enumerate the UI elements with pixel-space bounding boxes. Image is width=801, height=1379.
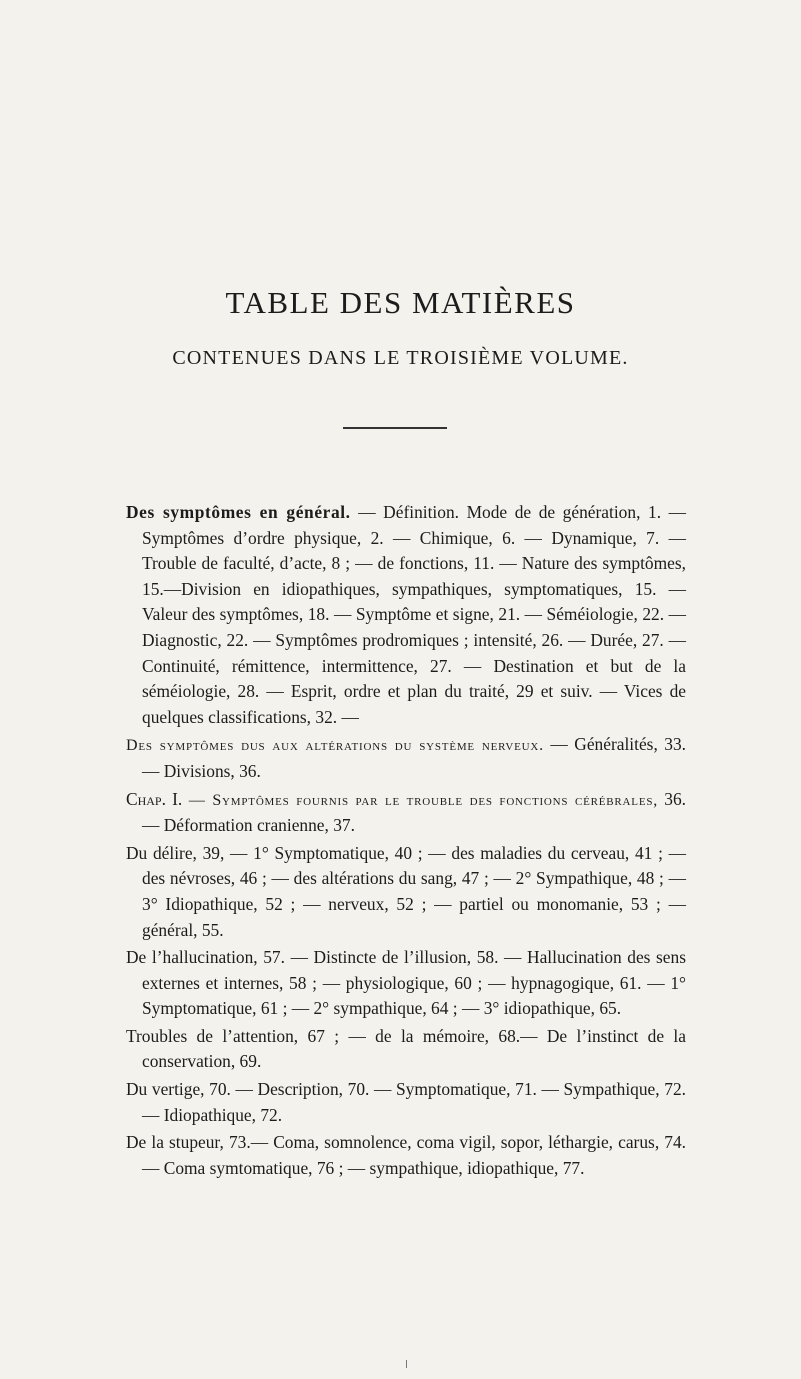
toc-entry-attention	[126, 1024, 686, 1075]
entry-text: Troubles de l’attention, 67 ; — de la mémoire, 68.— De l’instinct de la conservation, 69.	[126, 1025, 686, 1072]
entry-text: Du délire, 39, — 1° Symptomatique, 40 ; — des maladies du cerveau, 41 ; — des névroses, 46 ; — des altérations du sang, 47 ; — 2° Sympathique, 48 ; — 3° Idiopathique, 52 ; — nerveux, 52 ; — partiel ou monomanie, 53 ; — général, 55.	[126, 842, 686, 940]
page-mark	[406, 1360, 407, 1368]
table-of-contents	[126, 500, 686, 1183]
entry-text: — Généralités, 33. — Divisions, 36.	[142, 734, 687, 781]
toc-entry-chapter-1	[126, 787, 686, 839]
toc-entry-hallucination	[126, 945, 686, 1022]
entry-text: De l’hallucination, 57. — Distincte de l’illusion, 58. — Hallucination des sens externes et internes, 58 ; — physiologique, 60 ; — hypnagogique, 61. — 1° Symptomatique, 61 ; — 2° sympathique, 64 ; — 3° idiopathique, 65.	[126, 947, 686, 1019]
entry-text: — Définition. Mode de de génération, 1. — Symptômes d’ordre physique, 2. — Chimique, 6. — Dynamique, 7. — Trouble de faculté, d’acte, 8 ; — de fonctions, 11. — Nature des symptômes, 15.—Division en idiopathiques, sympathiques, symptomatiques, 15. — Valeur des symptômes, 18. — Symptôme et signe, 21. — Séméiologie, 22. — Diagnostic, 22. — Symptômes prodromiques ; intensité, 26. — Durée, 27. — Continuité, rémittence, intermittence, 27. — Destination et but de la séméiologie, 28. — Esprit, ordre et plan du traité, 29 et suiv. — Vices de quelques classifications, 32. —	[142, 502, 687, 727]
entry-heading: Des symptômes en général.	[126, 502, 351, 522]
toc-entry-systeme-nerveux	[126, 732, 686, 784]
toc-entry-stupeur	[126, 1130, 686, 1181]
entry-text: De la stupeur, 73.— Coma, somnolence, coma vigil, sopor, léthargie, carus, 74. — Coma symtomatique, 76 ; — sympathique, idiopathique, 77.	[126, 1132, 686, 1178]
chapter-label: Chap. I.	[126, 788, 183, 809]
entry-heading: — Symptômes fournis par le trouble des fonctions cérébrales,	[182, 791, 659, 809]
entry-text: 36. — Déformation cranienne, 37.	[142, 788, 686, 836]
entry-text: Du vertige, 70. — Description, 70. — Symptomatique, 71. — Sympathique, 72. — Idiopathique, 72.	[126, 1079, 686, 1125]
title-divider	[343, 427, 447, 429]
toc-entry-delire	[126, 841, 686, 943]
toc-entry-symptomes-general	[126, 500, 686, 730]
toc-entry-vertige	[126, 1077, 686, 1128]
page-title: TABLE DES MATIÈRES	[225, 285, 576, 320]
page-subtitle: CONTENUES DANS LE TROISIÈME VOLUME.	[172, 347, 629, 369]
entry-heading: Des symptômes dus aux altérations du système nerveux.	[126, 737, 544, 755]
